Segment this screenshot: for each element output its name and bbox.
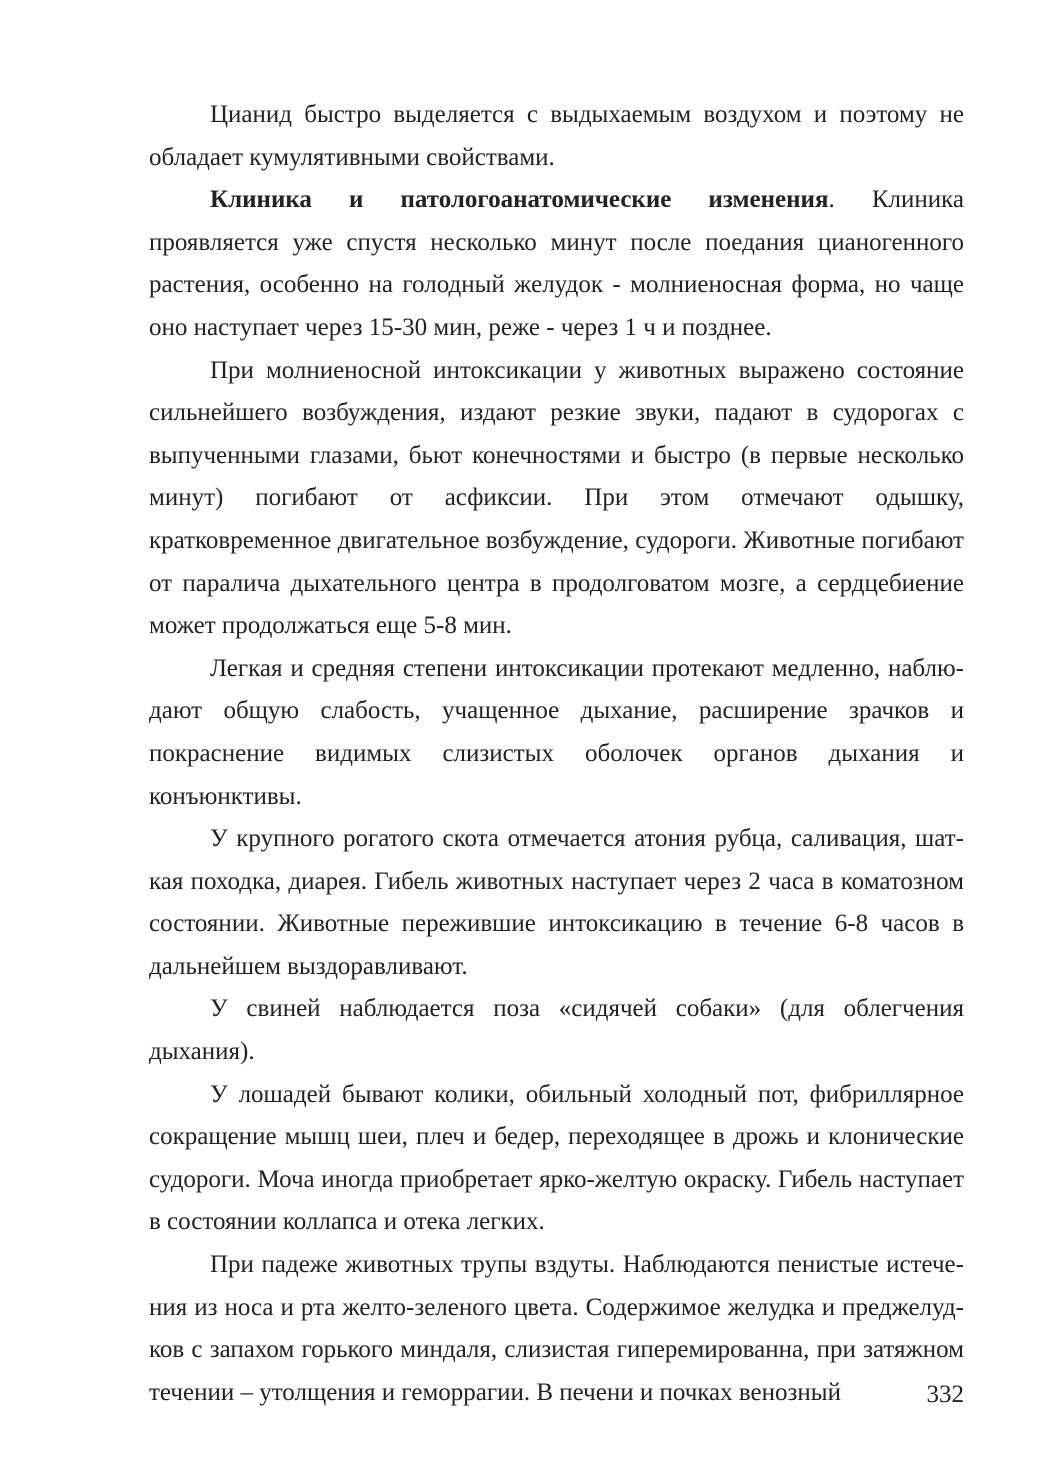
paragraph-text: При молниеносной интоксикации у животных выражено состояние сильнейшего возбуждения, издают резкие звуки, падают в судорогах с выпученными глазами, бьют конечностями и быстро (в первые несколько минут) погибают от асфиксии. При этом отмечают одышку, кратковременное двигательное возбуждение, судороги. Животные погибают от паралича дыхательного центра в продолговатом мозге, а сердцебиение может продолжаться еще 5-8 мин. <box>149 356 964 640</box>
paragraph-cyanide-excretion <box>149 94 964 179</box>
paragraph-text: При падеже животных трупы вздуты. Наблюдаются пенистые истечения из носа и рта желто-зеленого цвета. Содержимое желудка и преджелудков с запахом горького миндаля, слизистая гиперемированна, при затяжном течении – утолщения и геморрагии. В печени и почках венозный <box>149 1251 964 1406</box>
paragraph-fulminant-form <box>149 350 964 648</box>
paragraph-text: У лошадей бывают колики, обильный холодный пот, фибриллярное сокращение мышц шеи, плеч и бедер, переходящее в дрожь и клонические судороги. Моча иногда приобретает ярко-желтую окраску. Гибель наступает в состоянии коллапса и отека легких. <box>149 1080 964 1236</box>
paragraph-horses <box>149 1074 964 1244</box>
paragraph-text: У крупного рогатого скота отмечается атония рубца, саливация, шаткая походка, диарея. Гибель животных наступает через 2 часа в коматозном состоянии. Животные пережившие интоксикацию в течение 6-8 часов в дальнейшем выздоравливают. <box>149 825 964 980</box>
paragraph-pathology <box>149 1244 964 1414</box>
paragraph-text: У свиней наблюдается поза «сидячей собаки» (для облегчения дыхания). <box>149 995 964 1066</box>
section-heading-clinic: Клиника и патологоанатомические изменения <box>210 186 829 214</box>
page-number: 332 <box>926 1381 964 1408</box>
document-body <box>149 94 964 1414</box>
paragraph-clinic <box>149 179 964 349</box>
paragraph-pigs <box>149 988 964 1073</box>
paragraph-text: . Клиника проявляется уже спустя несколько минут после поедания цианогенного растения, особенно на голодный желудок - молниеносная форма, но чаще оно наступает через 15-30 мин, реже - через 1 ч и позднее. <box>149 186 964 341</box>
paragraph-mild-form <box>149 648 964 818</box>
paragraph-text: Легкая и средняя степени интоксикации протекают медленно, наблюдают общую слабость, учащенное дыхание, расширение зрачков и покраснение видимых слизистых оболочек органов дыхания и конъюнктивы. <box>149 654 964 810</box>
paragraph-text: Цианид быстро выделяется с выдыхаемым воздухом и поэтому не обладает кумулятивными свойствами. <box>149 101 964 171</box>
paragraph-cattle <box>149 818 964 988</box>
